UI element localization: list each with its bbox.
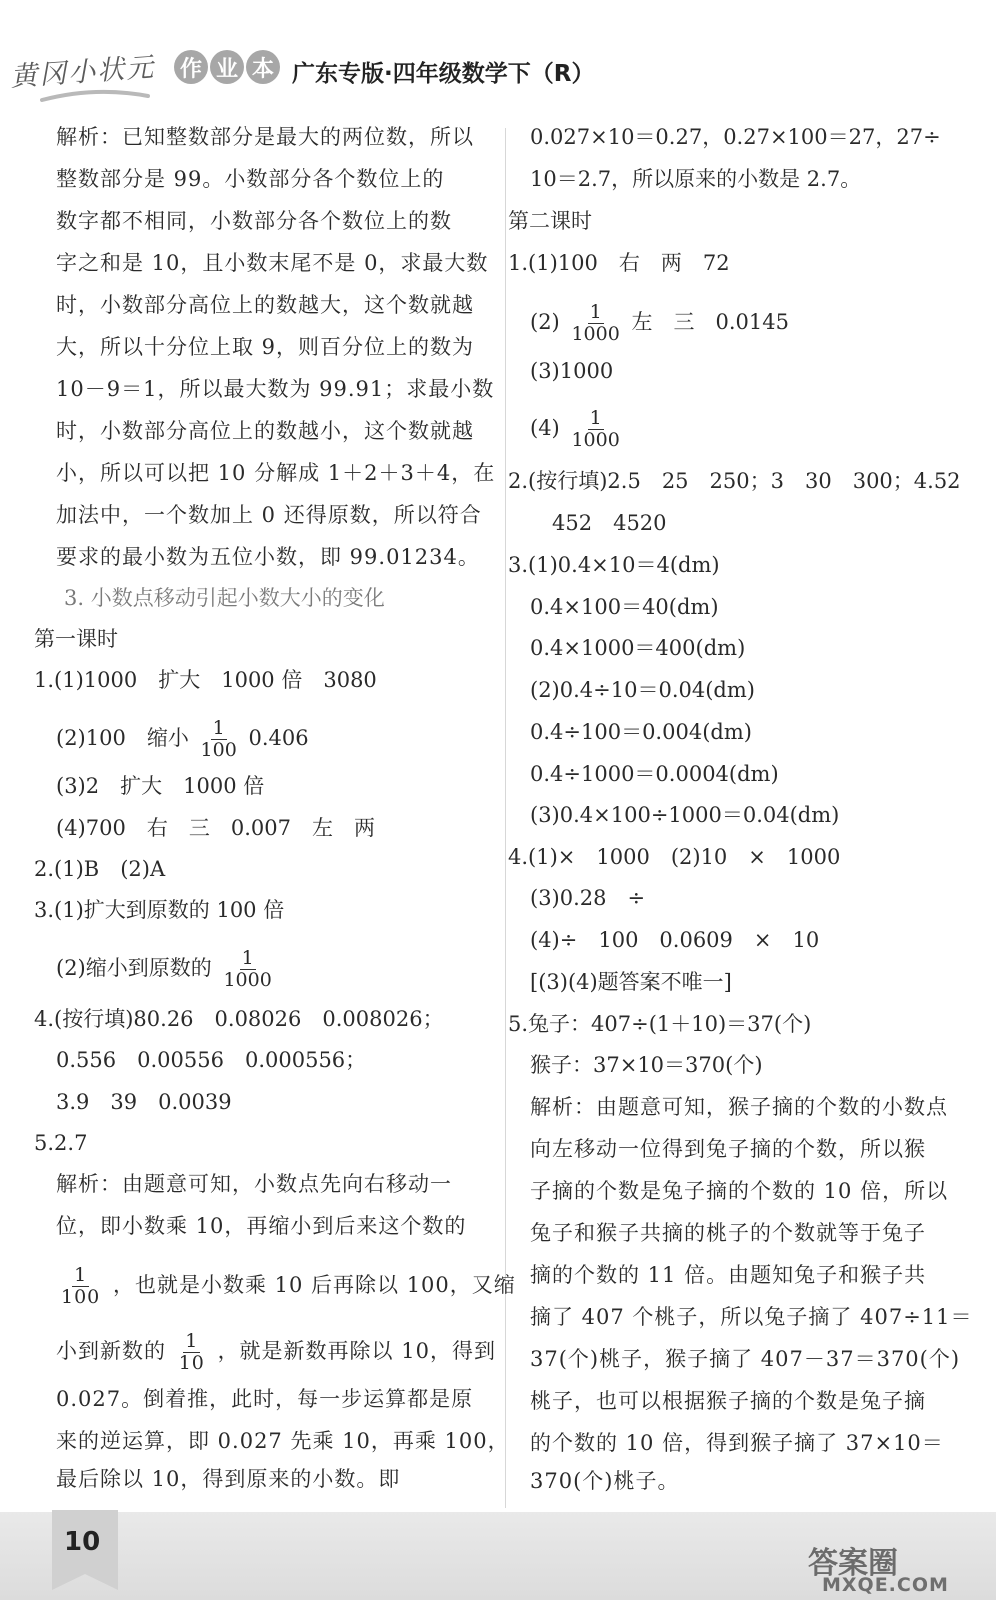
- answer-line: 2.(1)B (2)A: [34, 857, 166, 881]
- fraction-numerator: 1: [589, 407, 602, 429]
- text-line: [56, 1331, 496, 1374]
- text-line: 要求的最小数为五位小数，即 99.01234。: [56, 545, 480, 569]
- fraction: [569, 408, 621, 451]
- answer-line: 3.9 39 0.0039: [56, 1090, 232, 1114]
- answer-line: 0.556 0.00556 0.000556；: [56, 1048, 367, 1072]
- answer-line: 1.(1)100 右 两 72: [508, 251, 730, 275]
- fraction-denominator: 1000: [571, 323, 620, 345]
- text-line: 子摘的个数是兔子摘的个数的 10 倍，所以: [530, 1179, 949, 1203]
- fraction: [221, 948, 273, 991]
- answer-line: 0.4÷1000＝0.0004(dm): [530, 762, 779, 786]
- text-line: 向左移动一位得到兔子摘的个数，所以猴: [530, 1137, 926, 1161]
- answer-line: 0.4×1000＝400(dm): [530, 636, 746, 660]
- answer-text: ，也就是小数乘 10 后再除以 100，又缩: [112, 1273, 516, 1297]
- text-line: 解析：由题意可知，猴子摘的个数的小数点: [530, 1095, 948, 1119]
- answer-line: (3)0.28 ÷: [530, 886, 646, 910]
- answer-line: [(3)(4)题答案不唯一]: [530, 970, 732, 994]
- answer-line: [56, 948, 277, 991]
- fraction: [59, 1265, 102, 1308]
- text-line: 10－9＝1，所以最大数为 99.91；求最小数: [56, 377, 495, 401]
- fraction-numerator: 1: [212, 717, 225, 739]
- answer-line: 猴子：37×10＝370(个): [530, 1053, 763, 1077]
- answer-line: 5.2.7: [34, 1131, 88, 1155]
- fraction-numerator: 1: [74, 1264, 88, 1286]
- answer-text: ，就是新数再除以 10，得到: [217, 1339, 496, 1363]
- page-header: [0, 38, 996, 108]
- text-line: 时，小数部分高位上的数越小，这个数就越: [56, 419, 474, 443]
- fraction-denominator: 100: [200, 739, 237, 761]
- text-line: 加法中，一个数加上 0 还得原数，所以符合: [56, 503, 482, 527]
- answer-line: (4)700 右 三 0.007 左 两: [56, 816, 375, 840]
- text-line: 的个数的 10 倍，得到猴子摘了 37×10＝: [530, 1431, 944, 1455]
- answer-text: (2)100 缩小: [56, 726, 189, 750]
- text-line: 0.027。倒着推，此时，每一步运算都是原: [56, 1387, 474, 1411]
- watermark-url: MXQE.COM: [822, 1574, 949, 1596]
- text-line: 整数部分是 99。小数部分各个数位上的: [56, 167, 445, 191]
- text-line: 小，所以可以把 10 分解成 1＋2＋3＋4，在: [56, 461, 496, 485]
- text-line: 字之和是 10，且小数末尾不是 0，求最大数: [56, 251, 489, 275]
- answer-line: 2.(按行填)2.5 25 250；3 30 300；4.52: [508, 469, 961, 493]
- fraction-denominator: 1000: [571, 429, 620, 451]
- text-line: 位，即小数乘 10，再缩小到后来这个数的: [56, 1214, 467, 1238]
- answer-text: 左 三 0.0145: [631, 310, 789, 334]
- fraction-numerator: 1: [589, 301, 602, 323]
- text-line: 解析：已知整数部分是最大的两位数，所以: [56, 125, 474, 149]
- fraction: [199, 718, 239, 761]
- answer-line: 0.4×100＝40(dm): [530, 595, 719, 619]
- fraction-numerator: 1: [185, 1330, 199, 1352]
- text-line: 来的逆运算，即 0.027 先乘 10，再乘 100，: [56, 1429, 510, 1453]
- text-line: 时，小数部分高位上的数越大，这个数就越: [56, 293, 474, 317]
- text-line: 摘了 407 个桃子，所以兔子摘了 407÷11＝: [530, 1305, 973, 1329]
- answer-line: 1.(1)1000 扩大 1000 倍 3080: [34, 668, 377, 692]
- answer-text: 0.406: [248, 726, 309, 750]
- answer-line: [56, 718, 309, 761]
- text-line: 数字都不相同，小数部分各个数位上的数: [56, 209, 452, 233]
- text-line: 大，所以十分位上取 9，则百分位上的数为: [56, 335, 475, 359]
- brand-swoosh-icon: [40, 88, 150, 106]
- answer-line: 5.兔子：407÷(1＋10)＝37(个): [508, 1012, 812, 1036]
- fraction-denominator: 100: [61, 1286, 101, 1308]
- answer-line: 4.(按行填)80.26 0.08026 0.008026；: [34, 1007, 444, 1031]
- text-line: 解析：由题意可知，小数点先向右移动一: [56, 1172, 452, 1196]
- text-line: 37(个)桃子，猴子摘了 407－37＝370(个): [530, 1347, 961, 1371]
- section-title: 3. 小数点移动引起小数大小的变化: [64, 586, 385, 610]
- text-line: 桃子，也可以根据猴子摘的个数是兔子摘: [530, 1389, 926, 1413]
- text-line: 370(个)桃子。: [530, 1469, 680, 1493]
- text-line: 最后除以 10，得到原来的小数。即: [56, 1467, 401, 1491]
- fraction-denominator: 1000: [223, 969, 272, 991]
- fraction: [569, 302, 621, 345]
- answer-line: 3.(1)扩大到原数的 100 倍: [34, 898, 285, 922]
- lesson-heading: 第一课时: [34, 627, 118, 651]
- answer-line: 3.(1)0.4×10＝4(dm): [508, 553, 720, 577]
- badge-row: [174, 50, 280, 84]
- page-number: 10: [64, 1527, 101, 1557]
- answer-line: [530, 302, 789, 345]
- page-title: 广东专版·四年级数学下（R）: [292, 61, 595, 87]
- fraction: [177, 1331, 207, 1374]
- answer-text: 小到新数的: [56, 1339, 166, 1363]
- badge-zuo: 作: [174, 50, 208, 84]
- watermark-logo: 答案圈: [808, 1546, 898, 1581]
- answer-text: (2)缩小到原数的: [56, 956, 212, 980]
- fraction-numerator: 1: [241, 947, 254, 969]
- answer-text: (2): [530, 310, 560, 334]
- answer-line: 4.(1)× 1000 (2)10 × 1000: [508, 845, 841, 869]
- answer-line: (3)0.4×100÷1000＝0.04(dm): [530, 803, 840, 827]
- badge-ye: 业: [210, 50, 244, 84]
- fraction-denominator: 10: [178, 1352, 205, 1374]
- text-line: 0.027×10＝0.27，0.27×100＝27，27÷: [530, 125, 941, 149]
- answer-line: 0.4÷100＝0.004(dm): [530, 720, 752, 744]
- answer-text: (4): [530, 416, 560, 440]
- brand-logo: 黄冈小状元: [9, 51, 157, 94]
- answer-line: [530, 408, 625, 451]
- text-line: 摘的个数的 11 倍。由题知兔子和猴子共: [530, 1263, 927, 1287]
- text-line: 10＝2.7，所以原来的小数是 2.7。: [530, 167, 862, 191]
- answer-line: (3)2 扩大 1000 倍: [56, 774, 265, 798]
- answer-line: 452 4520: [552, 511, 667, 535]
- answer-line: (3)1000: [530, 359, 614, 383]
- text-line: 兔子和猴子共摘的桃子的个数就等于兔子: [530, 1221, 926, 1245]
- answer-line: (4)÷ 100 0.0609 × 10: [530, 928, 820, 952]
- lesson-heading: 第二课时: [508, 209, 592, 233]
- badge-ben: 本: [246, 50, 280, 84]
- answer-line: (2)0.4÷10＝0.04(dm): [530, 678, 755, 702]
- text-line: [56, 1265, 516, 1308]
